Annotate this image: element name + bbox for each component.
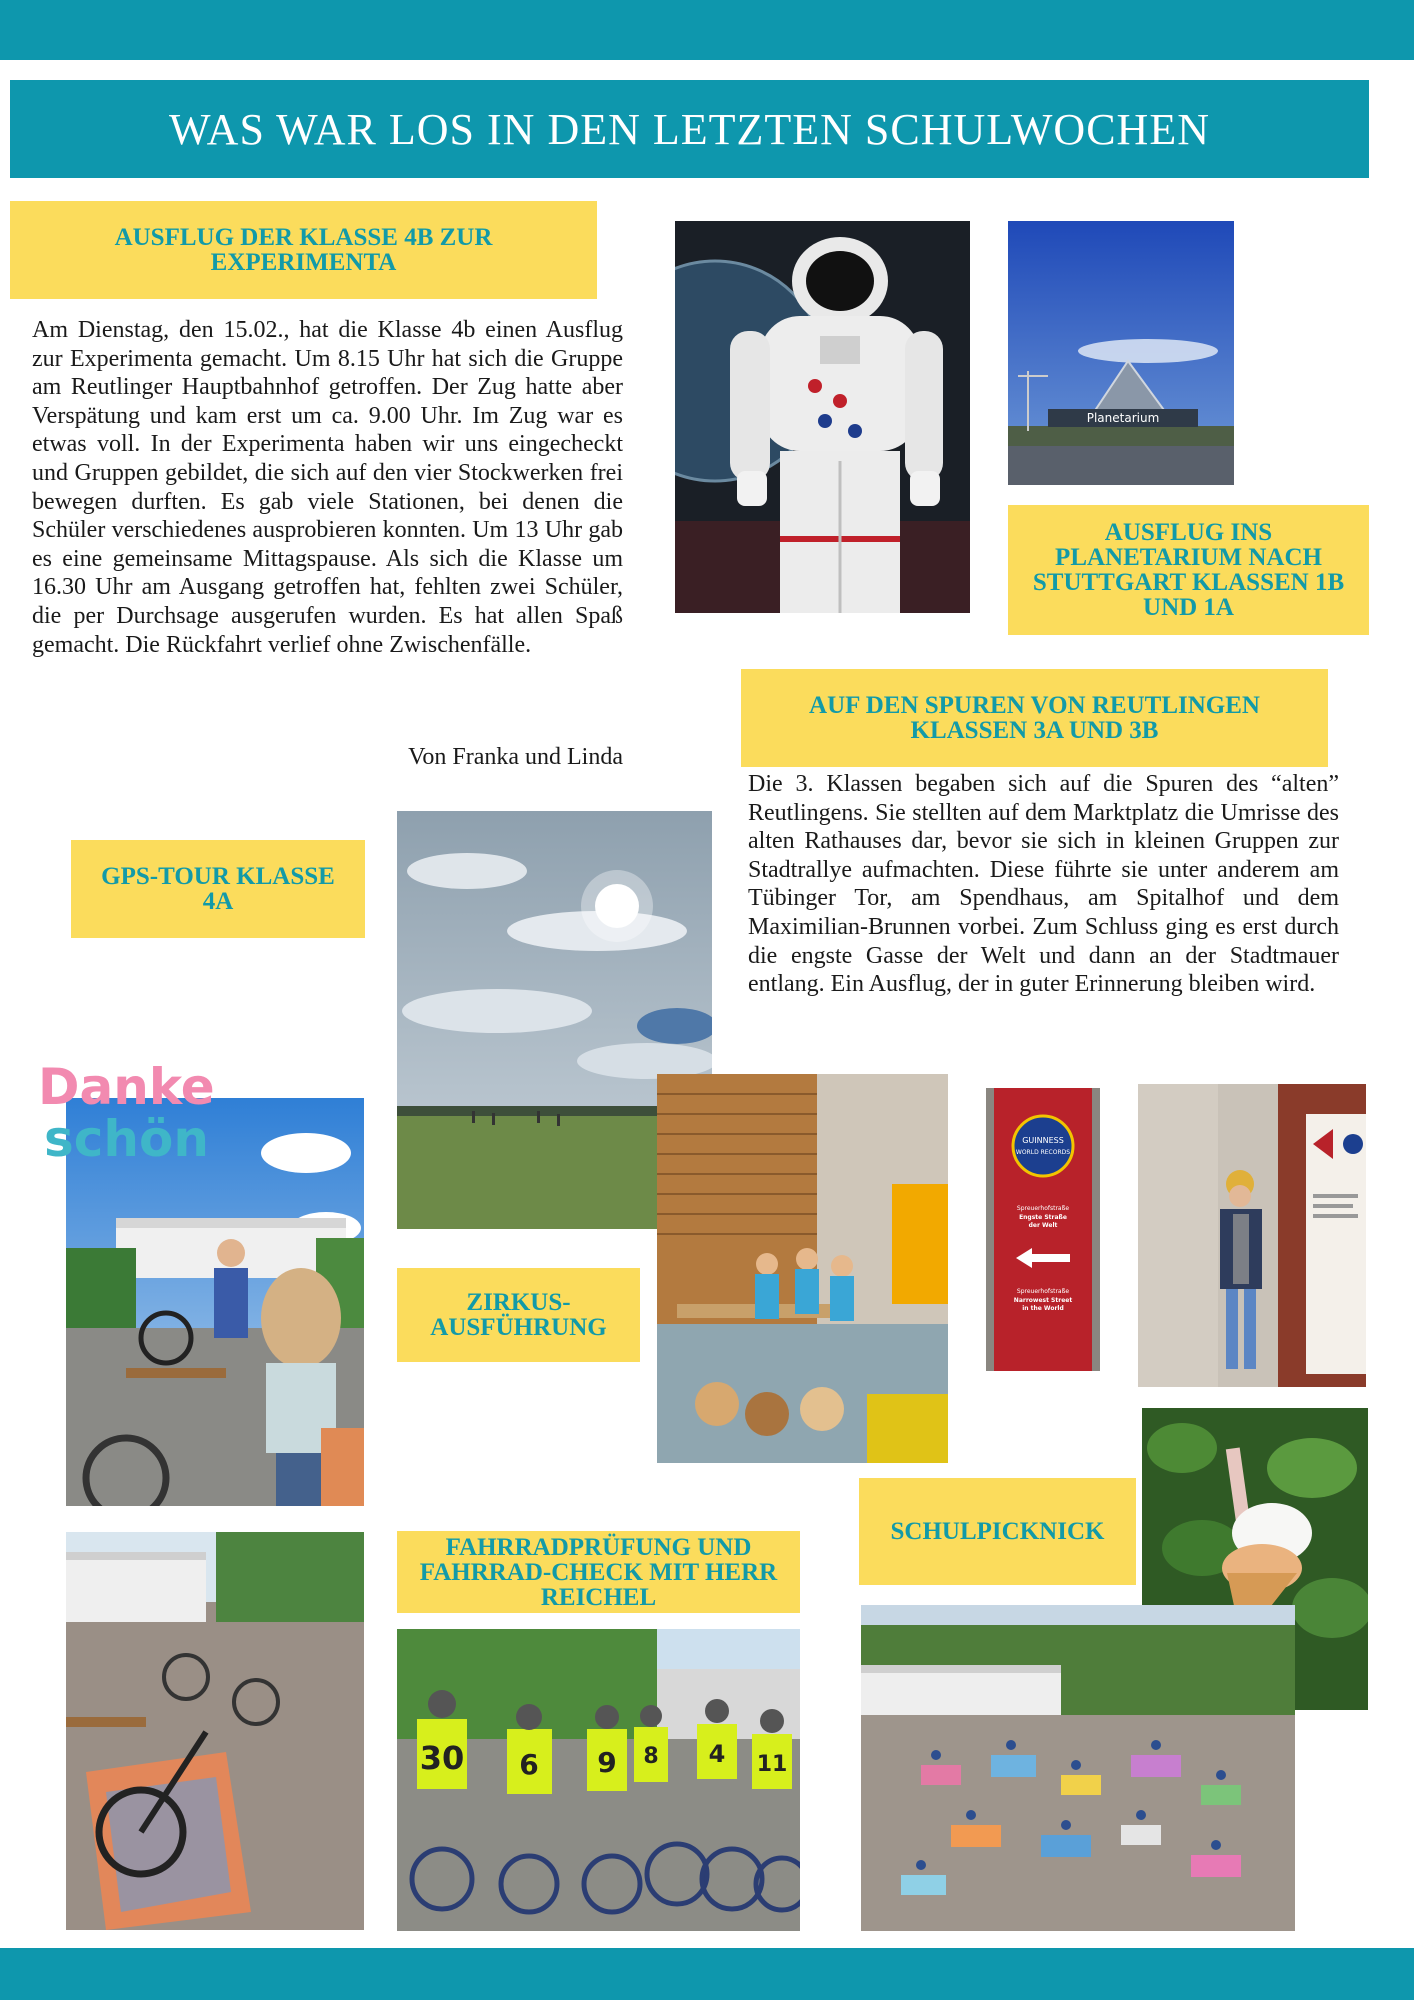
vest-number: 11 xyxy=(756,1752,788,1777)
label-zirkus-text: ZIRKUS-AUSFÜHRUNG xyxy=(430,1289,607,1341)
guinness-narrow-de-1: Engste Straße xyxy=(1019,1214,1067,1221)
vest-number: 9 xyxy=(597,1746,617,1779)
vest-number: 6 xyxy=(519,1748,539,1781)
guinness-badge-bottom: WORLD RECORDS xyxy=(1015,1149,1071,1156)
guinness-narrow-en-2: in the World xyxy=(1022,1305,1064,1312)
guinness-street-en: Spreuerhofstraße xyxy=(1016,1288,1070,1295)
top-bar xyxy=(0,0,1414,60)
danke-line2: schön xyxy=(44,1110,209,1168)
reutlingen-text: Die 3. Klassen begaben sich auf die Spuren des “alten” Reutlingens. Sie stellten auf dem Marktplatz die Umrisse des alten Rathauses dar, bevor sie sich in kleinen Gruppen zur Stadtrallye aufmachten. Diese führte sie unter anderem am Tübinger Tor, am Spendhaus, am Spitalhof und dem Maximilian-Brunnen vorbei. Zum Schluss ging es erst durch die engste Gasse der Welt und dann an der Stadtmauer entlang. Ein Ausflug, der in guter Erinnerung bleiben wird. xyxy=(748,771,1339,998)
label-picknick xyxy=(859,1478,1136,1585)
title-banner xyxy=(10,80,1369,178)
vest-number: 30 xyxy=(419,1739,465,1777)
guinness-street-de: Spreuerhofstraße xyxy=(1016,1205,1070,1212)
planetarium-sign: Planetarium xyxy=(1086,411,1160,425)
photo-fahrrad-kids xyxy=(397,1629,800,1931)
experimenta-text: Am Dienstag, den 15.02., hat die Klasse 4b einen Ausflug zur Experimenta gemacht. Um 8.15 Uhr hat sich die Gruppe am Reutlinger Hauptbahnhof getroffen. Der Zug hatte aber Verspätung und kam erst um ca. 9.00 Uhr. Im Zug war es etwas voll. In der Experimenta haben wir uns eingecheckt und Gruppen gebildet, die sich auf den vier Stockwerken frei bewegen durften. Es gab viele Stationen, bei denen die Schüler verschiedenes ausprobieren konnten. Um 13 Uhr gab es eine gemeinsame Mittagspause. Als sich die Klasse um 16.30 Uhr am Ausgang getroffen hat, fehlten zwei Schüler, die per Durchsage ausgerufen wurden. Es hat allen Spaß gemacht. Die Rückfahrt verlief ohne Zwischenfälle. xyxy=(32,317,623,658)
label-fahrrad-text: FAHRRADPRÜFUNG UND FAHRRAD-CHECK MIT HERR REICHEL xyxy=(419,1533,778,1611)
guinness-narrow-de-2: der Welt xyxy=(1028,1222,1058,1229)
label-gps xyxy=(71,840,365,938)
vest-number: 4 xyxy=(708,1740,726,1768)
label-fahrrad xyxy=(397,1531,800,1613)
vest-number: 8 xyxy=(643,1744,659,1769)
page-title: WAS WAR LOS IN DEN LETZTEN SCHULWOCHEN xyxy=(169,104,1210,154)
bottom-bar xyxy=(0,1948,1414,2000)
photo-guinness-sign xyxy=(986,1088,1100,1371)
label-picknick-text: SCHULPICKNICK xyxy=(890,1518,1105,1545)
label-reutlingen-text: AUF DEN SPUREN VON REUTLINGEN KLASSEN 3A UND 3B xyxy=(809,692,1260,744)
guinness-narrow-en-1: Narrowest Street xyxy=(1013,1297,1073,1304)
photo-astronaut xyxy=(675,221,970,613)
photo-planetarium xyxy=(1008,221,1234,485)
photo-zirkus xyxy=(657,1074,948,1463)
danke-schoen-sticker xyxy=(38,1058,215,1191)
danke-line1: Danke xyxy=(38,1058,215,1116)
experimenta-author: Von Franka und Linda xyxy=(408,744,623,770)
label-experimenta xyxy=(10,201,597,299)
photo-picknick xyxy=(861,1605,1295,1931)
photo-narrow-street xyxy=(1138,1084,1366,1387)
label-planetarium-text: AUSFLUG INS PLANETARIUM NACH STUTTGART KLASSEN 1B UND 1A xyxy=(1032,519,1345,621)
label-experimenta-text: AUSFLUG DER KLASSE 4B ZUR EXPERIMENTA xyxy=(114,224,493,276)
guinness-badge-top: GUINNESS xyxy=(1022,1136,1064,1145)
photo-bike-blanket xyxy=(66,1532,364,1930)
label-gps-text: GPS-TOUR KLASSE 4A xyxy=(101,863,335,915)
label-zirkus xyxy=(397,1268,640,1362)
label-planetarium xyxy=(1008,505,1369,635)
label-reutlingen xyxy=(741,669,1328,767)
